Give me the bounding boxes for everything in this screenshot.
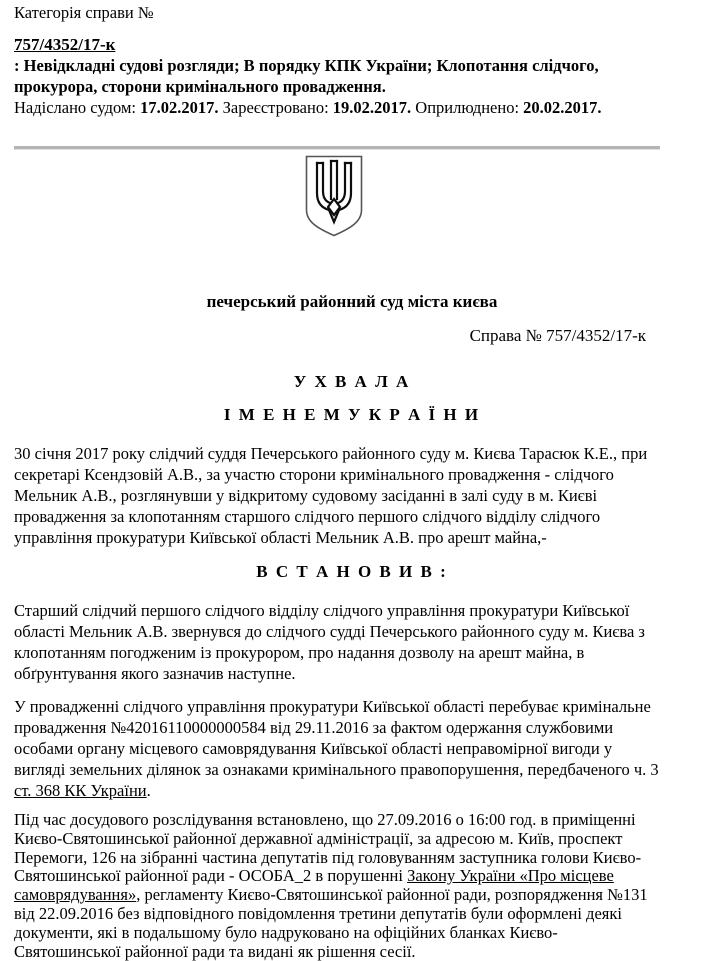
investigation-text-end: , регламенту Києво-Святошинської районної ради, розпорядження №131 від 22.09.2016 без відповідного повідомлення третини депутатів були оформлені деякі документи, які в подальшому було надруковано на офіційних бланках Києво-Святошинської районної ради та видані як рішення сесії. <box>14 885 648 961</box>
registered-date: 19.02.2017. <box>332 98 412 117</box>
intro-paragraph: 30 січня 2017 року слідчий суддя Печерського районного суду м. Києва Тарасюк К.Е., при секретарі Ксендзовій А.В., за участю сторони кримінального провадження - слідчого Мельник А.В., розглянувши у відкритому судовому засіданні в залі суду в м. Києві провадження за клопотанням старшого слідчого першого слідчого відділу слідчого управління прокуратури Київської області Мельник А.В. про арешт майна,- <box>14 444 648 547</box>
document-title: У Х В А Л А <box>293 372 411 391</box>
sent-by-court-label: Надіслано судом: <box>14 98 136 117</box>
established-heading: В С Т А Н О В И В : <box>256 562 448 581</box>
investigation-text: Під час досудового розслідування встановлено, що 27.09.2016 о 16:00 год. в приміщенні Києво-Святошинської районної державної адміністрації, за адресою м. Київ, проспект Перемоги, 126 на зібранні частина депутатів під головуванням заступника голови Києво-Святошинської районної ради - ОСОБА_2 в порушенні <box>14 810 642 886</box>
sent-by-court-date: 17.02.2017. <box>140 98 219 117</box>
case-number-link[interactable]: 757/4352/17-к <box>14 35 116 54</box>
registry-dates-line <box>14 97 690 118</box>
registered-label: Зареєстровано: <box>222 98 329 117</box>
in-the-name-of-ukraine-heading: І М Е Н Е М У К Р А Ї Н И <box>223 405 481 424</box>
proceeding-text: У провадженні слідчого управління прокуратури Київської області перебуває кримінальне провадження №42016110000000584 від 29.11.2016 за фактом одержання службовими особами органу місцевого самоврядування Київської області неправомірної вигоди у вигляді земельних ділянок за ознаками кримінального правопорушення, передбаченого ч. 3 <box>14 697 659 779</box>
ukraine-trident-coat-of-arms-icon <box>305 155 363 237</box>
proceeding-paragraph <box>14 696 662 801</box>
case-category-label: Категорія справи № <box>14 3 154 22</box>
published-label: Оприлюднено: <box>415 98 520 117</box>
emblem-container <box>14 155 690 237</box>
local-self-government-law-link[interactable]: Закону України «Про місцеве самоврядування» <box>14 866 614 905</box>
request-paragraph: Старший слідчий першого слідчого відділу слідчого управління прокуратури Київської області Мельник А.В. звернувся до слідчого судді Печерського районного суду м. Києва з клопотанням погодженим із прокурором, про надання дозволу на арешт майна, в обґрунтування якого зазначив наступне. <box>14 601 645 683</box>
proceeding-text-end: . <box>146 781 151 800</box>
case-reference: Справа № 757/4352/17-к <box>469 326 646 345</box>
investigation-paragraph <box>14 811 662 961</box>
horizontal-divider <box>14 146 660 150</box>
case-category-description: : Невідкладні судові розгляди; В порядку КПК України; Клопотання слідчого, прокурора, сторони кримінального провадження. <box>14 56 599 96</box>
court-name: печерський районний суд міста києва <box>206 292 498 311</box>
published-date: 20.02.2017. <box>523 98 602 117</box>
article-368-criminal-code-link[interactable]: ст. 368 КК України <box>14 781 147 800</box>
registry-header <box>14 3 690 118</box>
